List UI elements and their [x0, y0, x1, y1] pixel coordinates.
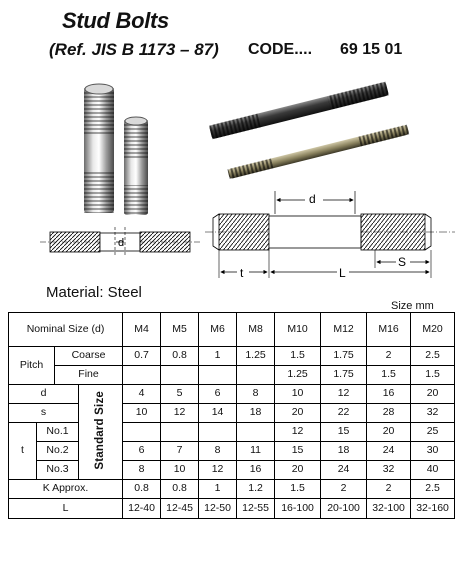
k-value-m4: 0.8 [123, 480, 161, 499]
l-label: L [9, 499, 123, 519]
coarse-pitch-m10: 1.5 [275, 347, 321, 366]
fine-label: Fine [55, 366, 123, 385]
t-no3-value-m10: 20 [275, 461, 321, 480]
k-value-m8: 1.2 [237, 480, 275, 499]
s-value-m8: 18 [237, 404, 275, 423]
material-label: Material: Steel [46, 284, 142, 301]
size-unit-label: Size mm [391, 300, 434, 312]
s-row [9, 404, 455, 423]
t-no3-value-m16: 32 [367, 461, 411, 480]
l-value-m16: 32-100 [367, 499, 411, 519]
t-no3-value-m12: 24 [321, 461, 367, 480]
s-value-m6: 14 [199, 404, 237, 423]
coarse-pitch-m5: 0.8 [161, 347, 199, 366]
short-stud-right [124, 117, 148, 215]
size-header-m16: M16 [367, 313, 411, 347]
t-no1-value-m8 [237, 423, 275, 442]
pitch-label: Pitch [9, 347, 55, 385]
d-value-m10: 10 [275, 385, 321, 404]
code-label: CODE.... [248, 41, 313, 58]
no2-label: No.2 [37, 442, 79, 461]
no1-label: No.1 [37, 423, 79, 442]
l-value-m12: 20-100 [321, 499, 367, 519]
coarse-pitch-m6: 1 [199, 347, 237, 366]
s-value-m5: 12 [161, 404, 199, 423]
t-no2-value-m10: 15 [275, 442, 321, 461]
t-no3-value-m6: 12 [199, 461, 237, 480]
small-diagram-d-label: d [118, 237, 125, 249]
t-no3-value-m5: 10 [161, 461, 199, 480]
t-no2-row [9, 442, 455, 461]
pitch-fine-row [9, 366, 455, 385]
fine-pitch-m10: 1.25 [275, 366, 321, 385]
d-value-m8: 8 [237, 385, 275, 404]
s-label: s [9, 404, 79, 423]
k-value-m16: 2 [367, 480, 411, 499]
l-row [9, 499, 455, 519]
t-no3-value-m8: 16 [237, 461, 275, 480]
l-value-m6: 12-50 [199, 499, 237, 519]
t-no1-value-m6 [199, 423, 237, 442]
k-value-m5: 0.8 [161, 480, 199, 499]
d-value-m20: 20 [411, 385, 455, 404]
t-no1-row [9, 423, 455, 442]
fine-pitch-m16: 1.5 [367, 366, 411, 385]
coarse-pitch-m4: 0.7 [123, 347, 161, 366]
t-no1-value-m10: 12 [275, 423, 321, 442]
fine-pitch-m12: 1.75 [321, 366, 367, 385]
l-value-m5: 12-45 [161, 499, 199, 519]
fine-pitch-m5 [161, 366, 199, 385]
t-no1-value-m16: 20 [367, 423, 411, 442]
d-value-m12: 12 [321, 385, 367, 404]
t-label: t [9, 423, 37, 480]
k-value-m12: 2 [321, 480, 367, 499]
s-value-m16: 28 [367, 404, 411, 423]
size-header-m10: M10 [275, 313, 321, 347]
fine-pitch-m8 [237, 366, 275, 385]
d-value-m6: 6 [199, 385, 237, 404]
specification-table [8, 312, 455, 519]
specification-table-body [9, 313, 455, 519]
fine-pitch-m20: 1.5 [411, 366, 455, 385]
t-no2-value-m4: 6 [123, 442, 161, 461]
t-no2-value-m5: 7 [161, 442, 199, 461]
d-value-m16: 16 [367, 385, 411, 404]
long-stud-dark [209, 82, 389, 140]
t-no1-value-m4 [123, 423, 161, 442]
s-value-m10: 20 [275, 404, 321, 423]
coarse-label: Coarse [55, 347, 123, 366]
large-diagram-S-label: S [398, 255, 407, 269]
large-diagram-t-label: t [240, 266, 244, 280]
size-header-m12: M12 [321, 313, 367, 347]
l-value-m20: 32-160 [411, 499, 455, 519]
d-row [9, 385, 455, 404]
table-header-row [9, 313, 455, 347]
t-no3-row [9, 461, 455, 480]
large-diagram-d-label: d [309, 192, 316, 206]
t-no3-value-m4: 8 [123, 461, 161, 480]
size-header-m4: M4 [123, 313, 161, 347]
no3-label: No.3 [37, 461, 79, 480]
coarse-pitch-m20: 2.5 [411, 347, 455, 366]
t-no1-value-m12: 15 [321, 423, 367, 442]
d-value-m4: 4 [123, 385, 161, 404]
standard-size-label: Standard Size [79, 385, 123, 480]
s-value-m12: 22 [321, 404, 367, 423]
coarse-pitch-m8: 1.25 [237, 347, 275, 366]
pitch-coarse-row [9, 347, 455, 366]
coarse-pitch-m12: 1.75 [321, 347, 367, 366]
k-value-m10: 1.5 [275, 480, 321, 499]
k-value-m6: 1 [199, 480, 237, 499]
l-value-m8: 12-55 [237, 499, 275, 519]
s-value-m4: 10 [123, 404, 161, 423]
short-stud-bolts-photo [70, 80, 160, 225]
size-header-m20: M20 [411, 313, 455, 347]
t-no2-value-m8: 11 [237, 442, 275, 461]
k-value-m20: 2.5 [411, 480, 455, 499]
t-no1-value-m5 [161, 423, 199, 442]
l-value-m10: 16-100 [275, 499, 321, 519]
t-no1-value-m20: 25 [411, 423, 455, 442]
l-value-m4: 12-40 [123, 499, 161, 519]
coarse-pitch-m16: 2 [367, 347, 411, 366]
t-no2-value-m12: 18 [321, 442, 367, 461]
nominal-size-header: Nominal Size (d) [9, 313, 123, 347]
short-stud-left [84, 84, 114, 213]
size-header-m8: M8 [237, 313, 275, 347]
fine-pitch-m6 [199, 366, 237, 385]
d-value-m5: 5 [161, 385, 199, 404]
large-diagram-L-label: L [339, 266, 346, 280]
t-no2-value-m16: 24 [367, 442, 411, 461]
long-stud-plated [227, 125, 409, 179]
page-title: Stud Bolts [62, 8, 169, 33]
long-stud-bolts-photo [200, 80, 410, 190]
size-header-m6: M6 [199, 313, 237, 347]
t-no2-value-m20: 30 [411, 442, 455, 461]
code-value: 69 15 01 [340, 41, 403, 58]
small-stud-diagram [40, 222, 200, 267]
k-approx-label: K Approx. [9, 480, 123, 499]
fine-pitch-m4 [123, 366, 161, 385]
t-no2-value-m6: 8 [199, 442, 237, 461]
large-stud-diagram [205, 188, 455, 283]
standard-reference: (Ref. JIS B 1173 – 87) [49, 40, 219, 59]
t-no3-value-m20: 40 [411, 461, 455, 480]
k-row [9, 480, 455, 499]
size-header-m5: M5 [161, 313, 199, 347]
s-value-m20: 32 [411, 404, 455, 423]
d-label: d [9, 385, 79, 404]
